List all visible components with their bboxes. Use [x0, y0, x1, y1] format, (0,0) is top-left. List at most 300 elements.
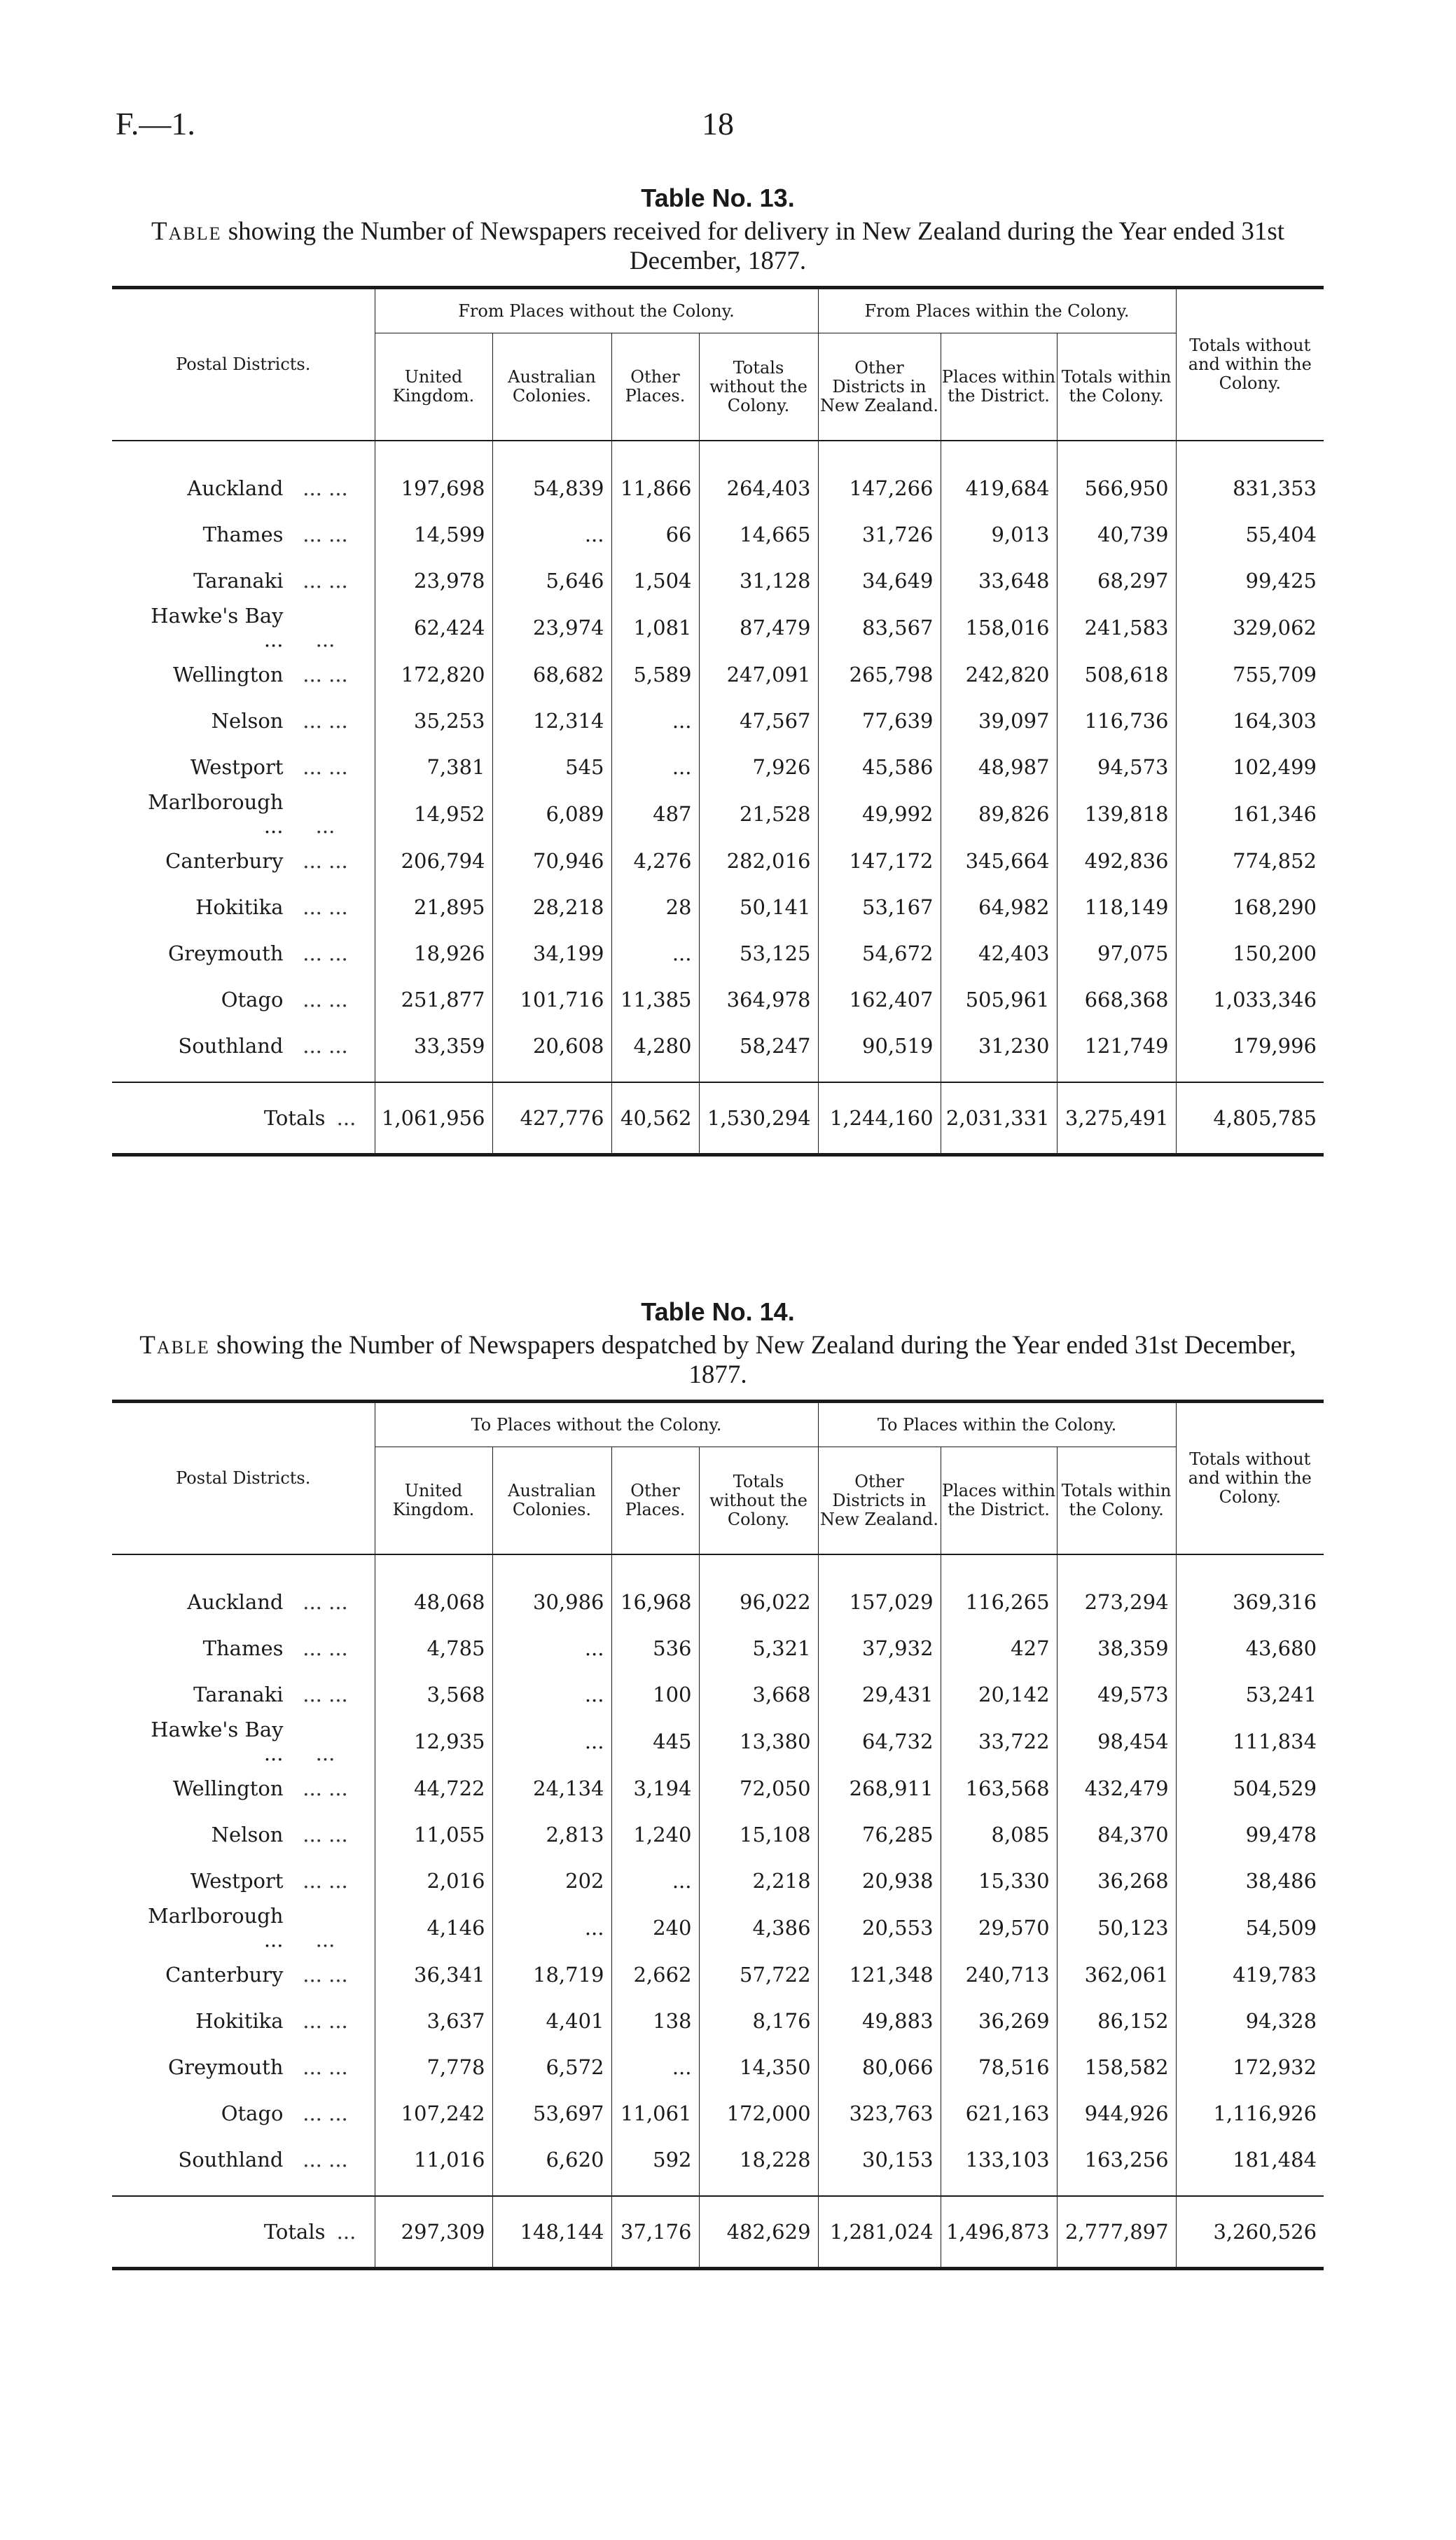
district-cell	[112, 651, 375, 698]
value-cell: 251,877	[375, 976, 492, 1023]
district-name: Nelson	[211, 709, 284, 733]
value-cell: ...	[611, 1858, 699, 1904]
value-cell: 21,528	[699, 790, 818, 838]
value-cell: 1,240	[611, 1811, 699, 1858]
value-cell: 163,568	[941, 1765, 1057, 1811]
table-row	[112, 558, 1324, 604]
value-cell: 100	[611, 1671, 699, 1718]
value-cell: 38,486	[1176, 1858, 1324, 1904]
column-header: Australian Colonies.	[492, 1447, 611, 1555]
value-cell: 1,504	[611, 558, 699, 604]
value-cell: ...	[492, 1625, 611, 1671]
column-header: Other Places.	[611, 1447, 699, 1555]
district-name: Southland	[178, 2148, 284, 2172]
value-cell: 179,996	[1176, 1023, 1324, 1082]
table-row	[112, 2137, 1324, 2196]
value-cell: 7,926	[699, 744, 818, 790]
value-cell: 35,253	[375, 698, 492, 744]
value-cell: 54,839	[492, 441, 611, 511]
district-name: Thames	[202, 1636, 284, 1660]
table-14-block	[112, 1297, 1324, 2270]
value-cell: 14,599	[375, 511, 492, 558]
district-name: Greymouth	[167, 2055, 284, 2079]
value-cell: 273,294	[1057, 1554, 1176, 1625]
value-cell: 31,230	[941, 1023, 1057, 1082]
value-cell: 265,798	[818, 651, 941, 698]
value-cell: 20,938	[818, 1858, 941, 1904]
district-cell	[112, 1998, 375, 2044]
page-number: 18	[702, 106, 734, 142]
value-cell: ...	[492, 1718, 611, 1765]
value-cell: 241,583	[1057, 604, 1176, 651]
value-cell: 4,146	[375, 1904, 492, 1952]
group-header-within: From Places within the Colony.	[818, 288, 1176, 333]
caption-text: showing the Number of Newspapers despatched by New Zealand during the Year ended 31st December, 1877.	[209, 1331, 1296, 1389]
value-cell: 68,682	[492, 651, 611, 698]
value-cell: 164,303	[1176, 698, 1324, 744]
value-cell: 1,061,956	[375, 1082, 492, 1155]
caption-lead: Table	[139, 1331, 210, 1360]
district-name: Hawke's Bay ...	[151, 604, 284, 651]
value-cell: 505,961	[941, 976, 1057, 1023]
value-cell: 23,978	[375, 558, 492, 604]
value-cell: 102,499	[1176, 744, 1324, 790]
value-cell: 1,081	[611, 604, 699, 651]
totals-label-cell	[112, 2196, 375, 2269]
district-cell	[112, 441, 375, 511]
district-name: Nelson	[211, 1823, 284, 1847]
value-cell: 54,672	[818, 930, 941, 976]
district-cell	[112, 1904, 375, 1952]
value-cell: 3,668	[699, 1671, 818, 1718]
value-cell: 84,370	[1057, 1811, 1176, 1858]
value-cell: 150,200	[1176, 930, 1324, 976]
value-cell: 49,992	[818, 790, 941, 838]
leader-dots: ...	[336, 2220, 356, 2244]
value-cell: 11,061	[611, 2090, 699, 2137]
value-cell: 45,586	[818, 744, 941, 790]
value-cell: 181,484	[1176, 2137, 1324, 2196]
table-row	[112, 604, 1324, 651]
leader-dots: ... ...	[303, 1776, 348, 1800]
value-cell: 7,381	[375, 744, 492, 790]
value-cell: 139,818	[1057, 790, 1176, 838]
value-cell: 3,275,491	[1057, 1082, 1176, 1155]
district-name: Canterbury	[165, 1963, 284, 1987]
value-cell: ...	[611, 698, 699, 744]
value-cell: 24,134	[492, 1765, 611, 1811]
value-cell: 16,968	[611, 1554, 699, 1625]
district-cell	[112, 511, 375, 558]
table-row	[112, 1625, 1324, 1671]
value-cell: 76,285	[818, 1811, 941, 1858]
value-cell: 1,033,346	[1176, 976, 1324, 1023]
value-cell: 89,826	[941, 790, 1057, 838]
value-cell: 147,172	[818, 838, 941, 884]
group-header-within: To Places within the Colony.	[818, 1402, 1176, 1447]
district-cell	[112, 1858, 375, 1904]
leader-dots: ... ...	[303, 1034, 348, 1058]
value-cell: 240	[611, 1904, 699, 1952]
value-cell: ...	[492, 511, 611, 558]
value-cell: 419,783	[1176, 1952, 1324, 1998]
value-cell: 15,330	[941, 1858, 1057, 1904]
grand-total-header: Totals without and within the Colony.	[1176, 1402, 1324, 1555]
district-cell	[112, 884, 375, 930]
table-row	[112, 884, 1324, 930]
district-name: Westport	[190, 1869, 284, 1893]
value-cell: 12,314	[492, 698, 611, 744]
column-header: Totals without the Colony.	[699, 1447, 818, 1555]
value-cell: 264,403	[699, 441, 818, 511]
value-cell: 755,709	[1176, 651, 1324, 698]
table-row	[112, 1023, 1324, 1082]
value-cell: 242,820	[941, 651, 1057, 698]
postal-districts-header: Postal Districts.	[176, 1468, 311, 1488]
value-cell: 944,926	[1057, 2090, 1176, 2137]
leader-dots: ... ...	[303, 1823, 348, 1847]
value-cell: 20,608	[492, 1023, 611, 1082]
leader-dots: ...	[315, 814, 335, 838]
district-cell	[112, 976, 375, 1023]
value-cell: 3,260,526	[1176, 2196, 1324, 2269]
value-cell: 28	[611, 884, 699, 930]
district-cell	[112, 1765, 375, 1811]
grand-total-header: Totals without and within the Colony.	[1176, 288, 1324, 441]
caption-text: showing the Number of Newspapers received for delivery in New Zealand during the Year ended 31st December, 1877.	[221, 217, 1285, 275]
value-cell: 621,163	[941, 2090, 1057, 2137]
value-cell: 30,986	[492, 1554, 611, 1625]
district-cell	[112, 1718, 375, 1765]
district-cell	[112, 1952, 375, 1998]
district-cell	[112, 2137, 375, 2196]
column-header: Other Districts in New Zealand.	[818, 1447, 941, 1555]
value-cell: 206,794	[375, 838, 492, 884]
value-cell: 87,479	[699, 604, 818, 651]
value-cell: 101,716	[492, 976, 611, 1023]
value-cell: ...	[492, 1671, 611, 1718]
value-cell: 44,722	[375, 1765, 492, 1811]
value-cell: 147,266	[818, 441, 941, 511]
value-cell: 1,281,024	[818, 2196, 941, 2269]
value-cell: 482,629	[699, 2196, 818, 2269]
table-row	[112, 1765, 1324, 1811]
value-cell: 34,649	[818, 558, 941, 604]
value-cell: 172,000	[699, 2090, 818, 2137]
column-header: Totals within the Colony.	[1057, 333, 1176, 441]
leader-dots: ... ...	[303, 1590, 348, 1614]
value-cell: 2,218	[699, 1858, 818, 1904]
value-cell: 172,932	[1176, 2044, 1324, 2090]
value-cell: 47,567	[699, 698, 818, 744]
value-cell: 566,950	[1057, 441, 1176, 511]
value-cell: 50,123	[1057, 1904, 1176, 1952]
value-cell: 138	[611, 1998, 699, 2044]
district-cell	[112, 2044, 375, 2090]
value-cell: 240,713	[941, 1952, 1057, 1998]
page-reference: F.—1.	[116, 106, 195, 142]
value-cell: 118,149	[1057, 884, 1176, 930]
district-cell	[112, 558, 375, 604]
value-cell: 42,403	[941, 930, 1057, 976]
district-name: Greymouth	[167, 941, 284, 965]
value-cell: 58,247	[699, 1023, 818, 1082]
caption-lead: Table	[151, 217, 222, 246]
value-cell: 427	[941, 1625, 1057, 1671]
table-row	[112, 441, 1324, 511]
district-name: Hokitika	[195, 895, 284, 919]
value-cell: 72,050	[699, 1765, 818, 1811]
value-cell: 5,589	[611, 651, 699, 698]
leader-dots: ... ...	[303, 849, 348, 873]
table-13-block	[112, 184, 1324, 1157]
value-cell: 70,946	[492, 838, 611, 884]
value-cell: 53,697	[492, 2090, 611, 2137]
district-name: Southland	[178, 1034, 284, 1058]
value-cell: 14,350	[699, 2044, 818, 2090]
value-cell: 107,242	[375, 2090, 492, 2137]
leader-dots: ... ...	[303, 1869, 348, 1893]
value-cell: 43,680	[1176, 1625, 1324, 1671]
value-cell: 545	[492, 744, 611, 790]
value-cell: 33,648	[941, 558, 1057, 604]
value-cell: 1,496,873	[941, 2196, 1057, 2269]
value-cell: 68,297	[1057, 558, 1176, 604]
newspapers-received-table	[112, 286, 1324, 1157]
value-cell: 2,031,331	[941, 1082, 1057, 1155]
district-name: Marlborough ...	[148, 790, 284, 838]
value-cell: 774,852	[1176, 838, 1324, 884]
leader-dots: ... ...	[303, 2101, 348, 2125]
totals-row	[112, 2196, 1324, 2269]
value-cell: 168,290	[1176, 884, 1324, 930]
column-header: Totals without the Colony.	[699, 333, 818, 441]
table-row	[112, 1952, 1324, 1998]
value-cell: 40,739	[1057, 511, 1176, 558]
leader-dots: ... ...	[303, 523, 348, 546]
district-cell	[112, 604, 375, 651]
value-cell: 4,785	[375, 1625, 492, 1671]
district-cell	[112, 838, 375, 884]
table-row	[112, 698, 1324, 744]
value-cell: 4,276	[611, 838, 699, 884]
value-cell: 48,987	[941, 744, 1057, 790]
value-cell: 158,016	[941, 604, 1057, 651]
value-cell: ...	[492, 1904, 611, 1952]
table-row	[112, 2090, 1324, 2137]
district-name: Auckland	[187, 476, 284, 500]
district-cell	[112, 1811, 375, 1858]
value-cell: 80,066	[818, 2044, 941, 2090]
value-cell: 5,646	[492, 558, 611, 604]
value-cell: 362,061	[1057, 1952, 1176, 1998]
value-cell: 148,144	[492, 2196, 611, 2269]
leader-dots: ...	[315, 1928, 335, 1952]
value-cell: 54,509	[1176, 1904, 1324, 1952]
district-cell	[112, 790, 375, 838]
district-name: Hokitika	[195, 2009, 284, 2033]
value-cell: 11,385	[611, 976, 699, 1023]
table-row	[112, 976, 1324, 1023]
value-cell: 48,068	[375, 1554, 492, 1625]
column-header: Places within the District.	[941, 333, 1057, 441]
value-cell: 62,424	[375, 604, 492, 651]
value-cell: 50,141	[699, 884, 818, 930]
value-cell: 323,763	[818, 2090, 941, 2137]
value-cell: 33,722	[941, 1718, 1057, 1765]
postal-districts-header: Postal Districts.	[176, 354, 311, 374]
value-cell: 18,228	[699, 2137, 818, 2196]
district-name: Auckland	[187, 1590, 284, 1614]
column-header: Places within the District.	[941, 1447, 1057, 1555]
value-cell: 504,529	[1176, 1765, 1324, 1811]
district-name: Marlborough ...	[148, 1904, 284, 1952]
value-cell: 116,736	[1057, 698, 1176, 744]
value-cell: 53,241	[1176, 1671, 1324, 1718]
value-cell: 33,359	[375, 1023, 492, 1082]
column-header: Other Districts in New Zealand.	[818, 333, 941, 441]
table-title: Table No. 14.	[641, 1297, 795, 1326]
leader-dots: ... ...	[303, 755, 348, 779]
district-cell	[112, 1554, 375, 1625]
value-cell: 1,116,926	[1176, 2090, 1324, 2137]
value-cell: 31,726	[818, 511, 941, 558]
value-cell: 2,662	[611, 1952, 699, 1998]
value-cell: 36,341	[375, 1952, 492, 1998]
value-cell: 3,194	[611, 1765, 699, 1811]
value-cell: 8,176	[699, 1998, 818, 2044]
value-cell: 4,805,785	[1176, 1082, 1324, 1155]
value-cell: 64,732	[818, 1718, 941, 1765]
value-cell: 3,637	[375, 1998, 492, 2044]
district-name: Otago	[221, 988, 284, 1012]
table-row	[112, 838, 1324, 884]
value-cell: 53,125	[699, 930, 818, 976]
value-cell: 78,516	[941, 2044, 1057, 2090]
value-cell: 2,813	[492, 1811, 611, 1858]
value-cell: 121,749	[1057, 1023, 1176, 1082]
value-cell: 90,519	[818, 1023, 941, 1082]
value-cell: 2,777,897	[1057, 2196, 1176, 2269]
value-cell: 536	[611, 1625, 699, 1671]
value-cell: 369,316	[1176, 1554, 1324, 1625]
value-cell: 49,883	[818, 1998, 941, 2044]
value-cell: 98,454	[1057, 1718, 1176, 1765]
value-cell: 2,016	[375, 1858, 492, 1904]
value-cell: 11,866	[611, 441, 699, 511]
table-row	[112, 1858, 1324, 1904]
leader-dots: ...	[315, 628, 335, 651]
district-name: Wellington	[173, 663, 284, 686]
value-cell: 4,280	[611, 1023, 699, 1082]
value-cell: 94,328	[1176, 1998, 1324, 2044]
value-cell: 86,152	[1057, 1998, 1176, 2044]
value-cell: 9,013	[941, 511, 1057, 558]
value-cell: 11,016	[375, 2137, 492, 2196]
district-name: Taranaki	[193, 1683, 284, 1706]
value-cell: 94,573	[1057, 744, 1176, 790]
value-cell: 36,269	[941, 1998, 1057, 2044]
value-cell: 14,952	[375, 790, 492, 838]
value-cell: 13,380	[699, 1718, 818, 1765]
value-cell: 20,142	[941, 1671, 1057, 1718]
leader-dots: ... ...	[303, 941, 348, 965]
value-cell: 5,321	[699, 1625, 818, 1671]
value-cell: 37,932	[818, 1625, 941, 1671]
value-cell: 158,582	[1057, 2044, 1176, 2090]
table-row	[112, 930, 1324, 976]
value-cell: ...	[611, 744, 699, 790]
group-header-without: To Places without the Colony.	[375, 1402, 818, 1447]
totals-label-cell	[112, 1082, 375, 1155]
value-cell: 297,309	[375, 2196, 492, 2269]
value-cell: 163,256	[1057, 2137, 1176, 2196]
table-row	[112, 1998, 1324, 2044]
table-row	[112, 1554, 1324, 1625]
value-cell: 268,911	[818, 1765, 941, 1811]
value-cell: 18,719	[492, 1952, 611, 1998]
leader-dots: ... ...	[303, 988, 348, 1012]
value-cell: 7,778	[375, 2044, 492, 2090]
value-cell: 329,062	[1176, 604, 1324, 651]
value-cell: 6,089	[492, 790, 611, 838]
value-cell: 8,085	[941, 1811, 1057, 1858]
value-cell: 40,562	[611, 1082, 699, 1155]
district-name: Thames	[202, 523, 284, 546]
table-row	[112, 1718, 1324, 1765]
leader-dots: ... ...	[303, 2055, 348, 2079]
value-cell: 6,572	[492, 2044, 611, 2090]
value-cell: 29,570	[941, 1904, 1057, 1952]
district-name: Wellington	[173, 1776, 284, 1800]
value-cell: 247,091	[699, 651, 818, 698]
value-cell: 831,353	[1176, 441, 1324, 511]
district-name: Otago	[221, 2101, 284, 2125]
value-cell: 96,022	[699, 1554, 818, 1625]
district-cell	[112, 930, 375, 976]
leader-dots: ... ...	[303, 663, 348, 686]
value-cell: 66	[611, 511, 699, 558]
value-cell: 99,425	[1176, 558, 1324, 604]
totals-row	[112, 1082, 1324, 1155]
value-cell: ...	[611, 930, 699, 976]
leader-dots: ... ...	[303, 2148, 348, 2172]
column-header: Other Places.	[611, 333, 699, 441]
value-cell: 364,978	[699, 976, 818, 1023]
table-row	[112, 1671, 1324, 1718]
column-header: United Kingdom.	[375, 1447, 492, 1555]
value-cell: 83,567	[818, 604, 941, 651]
district-cell	[112, 1625, 375, 1671]
table-row	[112, 511, 1324, 558]
leader-dots: ... ...	[303, 2009, 348, 2033]
table-caption	[112, 217, 1324, 276]
value-cell: 53,167	[818, 884, 941, 930]
table-row	[112, 1904, 1324, 1952]
leader-dots: ... ...	[303, 1636, 348, 1660]
value-cell: 30,153	[818, 2137, 941, 2196]
value-cell: 4,386	[699, 1904, 818, 1952]
value-cell: 282,016	[699, 838, 818, 884]
value-cell: 36,268	[1057, 1858, 1176, 1904]
value-cell: 202	[492, 1858, 611, 1904]
column-header: United Kingdom.	[375, 333, 492, 441]
value-cell: 38,359	[1057, 1625, 1176, 1671]
value-cell: 508,618	[1057, 651, 1176, 698]
table-row	[112, 651, 1324, 698]
value-cell: 419,684	[941, 441, 1057, 511]
district-name: Westport	[190, 755, 284, 779]
